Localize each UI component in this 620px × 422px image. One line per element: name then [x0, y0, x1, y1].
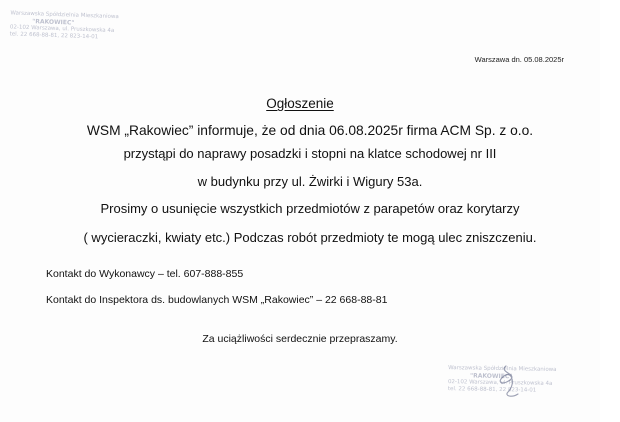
stamp-line: Warszawska Spółdzielnia Mieszkaniowa — [10, 10, 119, 21]
stamp-line: tel. 22 668-88-81, 22 823-14-01 — [447, 386, 537, 394]
stamp-line: "RAKOWIEC" — [470, 372, 513, 381]
notice-line-4: Prosimy o usunięcie wszystkich przedmiotów z parapetów oraz korytarzy — [100, 201, 520, 216]
stamp-line: Warszawska Spółdzielnia Mieszkaniowa — [448, 365, 557, 373]
document-date: Warszawa dn. 05.08.2025r — [474, 55, 564, 64]
stamp-line: 02-102 Warszawa, ul. Pruszkowska 4a — [447, 379, 553, 387]
closing-apology: Za uciążliwości serdecznie przepraszamy. — [202, 333, 398, 345]
housing-cooperative-stamp-top — [9, 10, 119, 41]
stamp-line: tel. 22 668-88-81, 22 823-14-01 — [9, 31, 99, 41]
notice-line-3: w budynku przy ul. Żwirki i Wigury 53a. — [197, 174, 423, 189]
notice-title: Ogłoszenie — [266, 96, 334, 111]
notice-line-5: ( wycieraczki, kwiaty etc.) Podczas robót przedmioty te mogą ulec zniszczeniu. — [83, 230, 537, 245]
stamp-line: 02-102 Warszawa, ul. Pruszkowska 4a — [9, 24, 115, 34]
notice-line-1: WSM „Rakowiec” informuje, że od dnia 06.08.2025r firma ACM Sp. z o.o. — [86, 123, 534, 138]
stamp-line: "RAKOWIEC" — [32, 18, 75, 27]
notice-line-2: przystąpi do naprawy posadzki i stopni na klatce schodowej nr III — [123, 146, 497, 161]
contractor-contact: Kontakt do Wykonawcy – tel. 607-888-855 — [46, 268, 244, 280]
signature-icon — [488, 364, 528, 400]
inspector-contact: Kontakt do Inspektora ds. budowlanych WSM „Rakowiec” – 22 668-88-81 — [46, 294, 388, 306]
